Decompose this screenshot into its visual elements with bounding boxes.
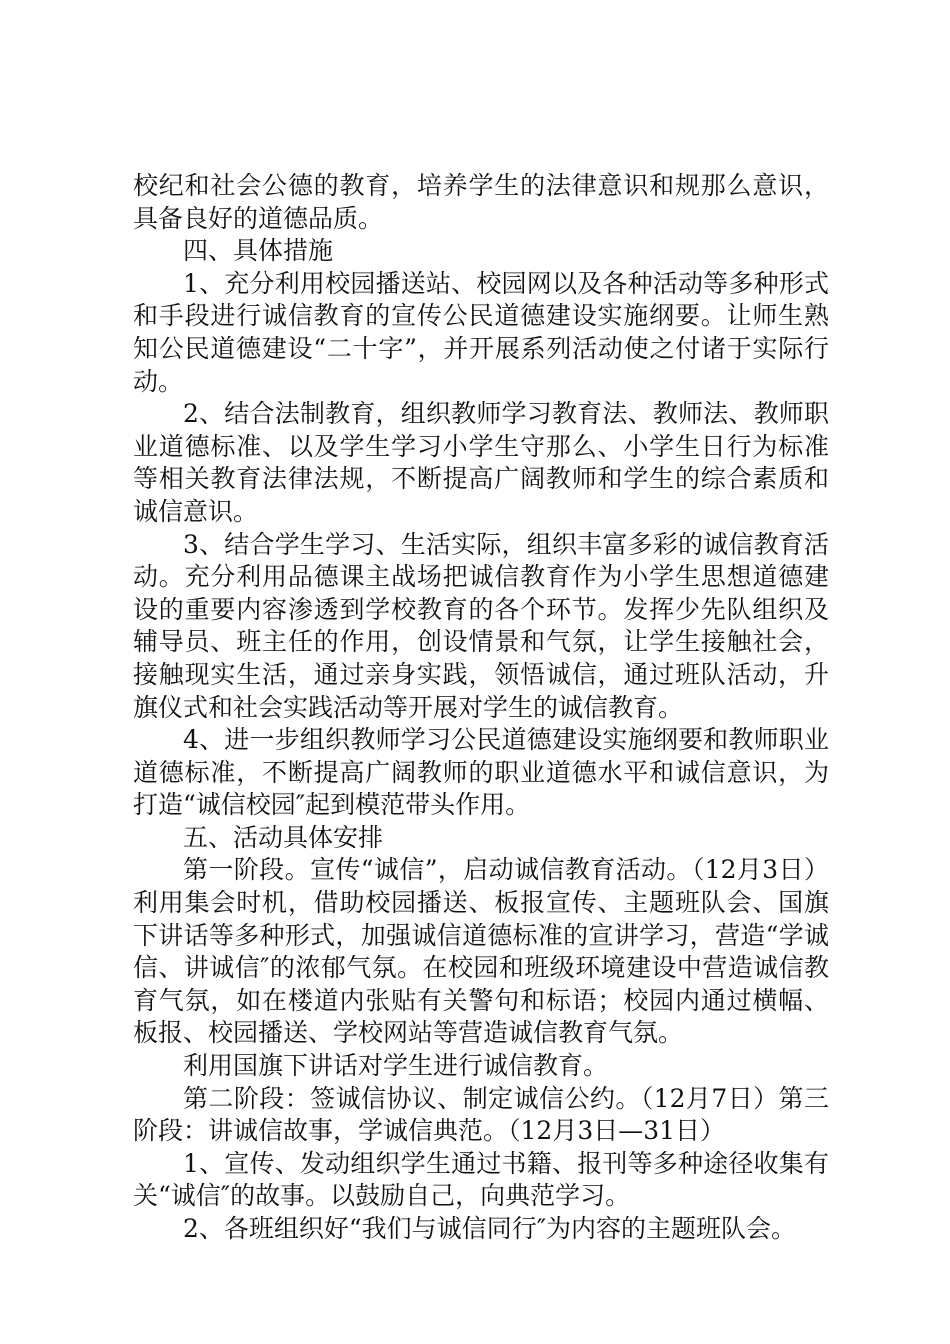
section-heading-measures: 四、具体措施 bbox=[183, 236, 334, 266]
paragraph-measure-3: 3、结合学生学习、生活实际，组织丰富多彩的诚信教育活动。充分利用品德课主战场把诚信教育作为小学生思想道德建设的重要内容渗透到学校教育的各个环节。发挥少先队组织及辅导员、班主任的作用，创设情景和气氛，让学生接触社会，接触现实生活，通过亲身实践，领悟诚信，通过班队活动，升旗仪式和社会实践活动等开展对学生的诚信教育。 bbox=[133, 529, 829, 722]
paragraph-measure-2: 2、结合法制教育，组织教师学习教育法、教师法、教师职业道德标准、以及学生学习小学生守那么、小学生日行为标准等相关教育法律法规，不断提高广阔教师和学生的综合素质和诚信意识。 bbox=[133, 399, 829, 526]
section-heading-schedule: 五、活动具体安排 bbox=[183, 822, 384, 852]
paragraph-measure-1: 1、充分利用校园播送站、校园网以及各种活动等多种形式和手段进行诚信教育的宣传公民道德建设实施纲要。让师生熟知公民道德建设“二十字”，并开展系列活动使之付诸于实际行动。 bbox=[133, 268, 829, 396]
paragraph-intro-continuation: 校纪和社会公德的教育，培养学生的法律意识和规那么意识，具备良好的道德品质。 bbox=[133, 171, 829, 233]
document-body bbox=[133, 170, 829, 1246]
paragraph-stage-1: 第一阶段。宣传“诚信”，启动诚信教育活动。（12月3日）利用集会时机，借助校园播送、板报宣传、主题班队会、国旗下讲话等多种形式，加强诚信道德标准的宣讲学习，营造“学诚信、讲诚信″的浓郁气氛。在校园和班级环境建设中营造诚信教育气氛，如在楼道内张贴有关警句和标语；校园内通过横幅、板报、校园播送、学校网站等营造诚信教育气氛。 bbox=[133, 855, 829, 1048]
paragraph-stage-2-3: 第二阶段：签诚信协议、制定诚信公约。（12月7日）第三阶段：讲诚信故事，学诚信典范。（12月3日—31日） bbox=[133, 1083, 829, 1146]
paragraph-measure-4: 4、进一步组织教师学习公民道德建设实施纲要和教师职业道德标准，不断提高广阔教师的职业道德水平和诚信意识，为打造“诚信校园″起到模范带头作用。 bbox=[133, 725, 829, 820]
paragraph-stage-3-item-2: 2、各班组织好“我们与诚信同行″为内容的主题班队会。 bbox=[183, 1214, 797, 1243]
paragraph-flag-speech: 利用国旗下讲话对学生进行诚信教育。 bbox=[183, 1051, 609, 1081]
paragraph-stage-3-item-1: 1、宣传、发动组织学生通过书籍、报刊等多种途径收集有关“诚信″的故事。以鼓励自己，向典范学习。 bbox=[133, 1148, 829, 1211]
